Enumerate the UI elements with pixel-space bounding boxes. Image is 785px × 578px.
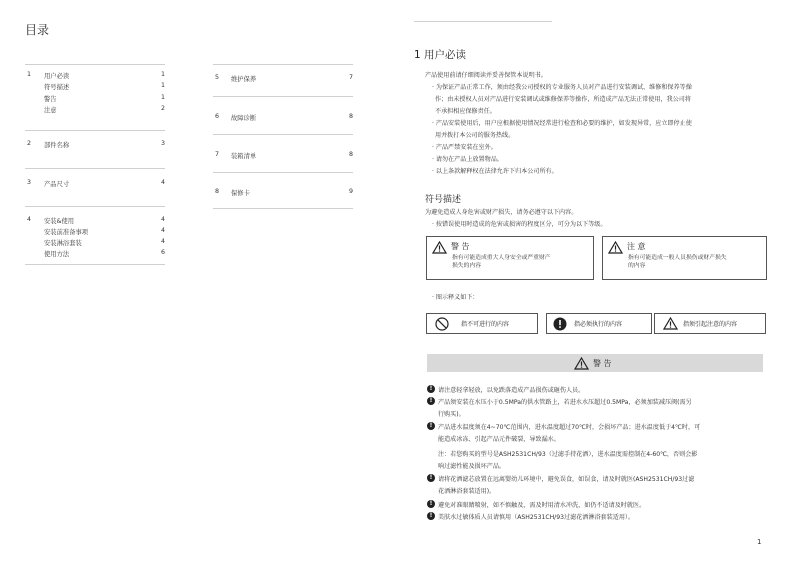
divider (213, 96, 353, 97)
divider (25, 130, 165, 131)
toc-section-number: 3 (27, 179, 32, 186)
warning-triangle-icon (608, 241, 623, 254)
warning-triangle-icon (574, 357, 589, 370)
mandatory-icon (427, 512, 435, 520)
paragraph: 作；由未授权人员对产品进行安装调试或维修保养等操作，所造成产品无法正常使用，我公司将 (435, 96, 691, 103)
toc-entry[interactable]: 安装&使用 (44, 218, 75, 225)
divider (213, 172, 353, 173)
toc-entry[interactable]: 部件名称 (44, 142, 70, 149)
toc-section-number: 8 (215, 188, 220, 195)
warning-description-line: 指有可能造成重大人身安全或严重财产 (452, 255, 551, 261)
toc-page: 7 (348, 74, 353, 81)
warning-item: 产品须安装在水压小于0.5MPa的供水管路上，若进水水压超过0.5MPa，必须加装减压阀(需另 (438, 399, 692, 406)
mandatory-icon (427, 422, 435, 430)
warning-item-line: 注：若您购买的型号是ASH2531CH/93（过滤手持花洒），进水温度需控制在4-60℃，否则会影 (438, 451, 698, 458)
legend-label: 指必须执行的内容 (574, 321, 623, 328)
divider (25, 64, 165, 65)
mandatory-icon (427, 385, 435, 393)
toc-page: 4 (160, 179, 165, 186)
toc-section-number: 4 (27, 216, 32, 223)
toc-section-number: 2 (27, 140, 32, 147)
toc-section-number: 5 (215, 74, 220, 81)
warning-item: 美肤水过敏体质人员请慎用（ASH2531CH/93过滤花洒淋浴套装适用）。 (438, 514, 635, 521)
warning-item-line: 行购买)。 (438, 411, 465, 418)
toc-entry[interactable]: 装箱清单 (231, 153, 257, 160)
caution-heading: 注 意 (627, 242, 646, 251)
paragraph: · 产品安装使用后，用户应根据使用情况经常进行检查和必要的维护，如发现异常，应立即停止使 (432, 120, 692, 127)
legend-label: 指不可进行的内容 (461, 321, 510, 328)
toc-page: 9 (348, 188, 353, 195)
paragraph: · 以上条款解释权在法律允许下归本公司所有。 (432, 168, 558, 175)
mandatory-icon (427, 474, 435, 482)
divider (213, 64, 353, 65)
toc-page: 4 (160, 216, 165, 223)
subsection-title: 符号描述 (425, 195, 462, 205)
toc-entry[interactable]: 安装前准备事项 (44, 229, 89, 236)
divider (213, 208, 353, 209)
toc-entry[interactable]: 符号描述 (44, 84, 70, 91)
paragraph: 用并拨打本公司的服务热线。 (435, 132, 515, 139)
paragraph: 为避免造成人身危害或财产损失，请务必遵守以下内容。 (425, 209, 578, 216)
toc-entry[interactable]: 故障诊断 (231, 115, 257, 122)
paragraph: · 为保证产品正常工作，须由经我公司授权的专业服务人员对产品进行安装调试、维修和保养等操 (432, 84, 692, 91)
warning-box (426, 236, 594, 280)
divider (25, 206, 165, 207)
legend-mandatory (546, 313, 652, 334)
caution-description-line: 指有可能造成一般人员损伤或财产损失 (628, 255, 727, 261)
toc-entry[interactable]: 使用方法 (44, 251, 70, 258)
warning-section-bar (427, 354, 763, 372)
legend-prohibition (426, 313, 538, 334)
divider (25, 168, 165, 169)
paragraph: · 图示释义如下： (432, 294, 479, 301)
warning-item-line: 能造成冰冻、引起产品元件破裂，导致漏水。 (438, 436, 560, 443)
warning-section-heading: 警 告 (593, 359, 612, 368)
toc-entry[interactable]: 安装淋浴套装 (44, 240, 82, 247)
warning-item: 请将花洒滤芯放置在远离婴幼儿环境中，避免误食，如误食，请及时就医(ASH2531CH/93过滤 (438, 476, 695, 483)
toc-section-number: 6 (215, 113, 220, 120)
paragraph: · 产品严禁安装在室外。 (432, 144, 497, 151)
toc-entry[interactable]: 维护保养 (231, 76, 257, 83)
toc-entry[interactable]: 产品尺寸 (44, 181, 70, 188)
warning-item: 请注意轻拿轻放，以免跌落造成产品损伤或砸伤人员。 (438, 387, 585, 394)
divider (213, 134, 353, 135)
warning-item: 避免对准眼睛喷射，如不慎触及，需及时用清水冲洗，如仍不适请及时就医。 (438, 502, 646, 509)
toc-entry[interactable]: 用户必读 (44, 73, 70, 80)
toc-page: 1 (160, 82, 165, 89)
toc-page: 4 (160, 238, 165, 245)
warning-triangle-icon (432, 241, 447, 254)
toc-page: 8 (348, 151, 353, 158)
toc-entry[interactable]: 警告 (44, 96, 57, 103)
paragraph: · 请勿在产品上放置物品。 (432, 156, 503, 163)
toc-section-number: 1 (27, 71, 32, 78)
paragraph: 产品使用前请仔细阅读并妥善保管本说明书。 (425, 72, 547, 79)
warning-description (452, 254, 551, 270)
section-title: 1 用户必读 (414, 49, 467, 61)
warning-description-line: 损失的内容 (452, 263, 481, 269)
legend-label: 指须引起注意的内容 (683, 321, 738, 328)
mandatory-icon (427, 397, 435, 405)
prohibition-icon (435, 317, 449, 331)
legend-attention (654, 313, 766, 334)
warning-item-line: 花洒淋浴套装适用)。 (438, 488, 496, 495)
toc-entry[interactable]: 注意 (44, 107, 57, 114)
page-number: 1 (757, 538, 762, 546)
warning-heading: 警 告 (451, 242, 470, 251)
toc-page: 1 (160, 71, 165, 78)
caution-box (602, 236, 767, 280)
toc-page: 4 (160, 227, 165, 234)
toc-page: 3 (160, 140, 165, 147)
toc-page: 2 (160, 105, 165, 112)
toc-title: 目录 (25, 23, 50, 37)
mandatory-icon (553, 317, 567, 331)
warning-item: 产品进水温度须在4~70℃范围内，进水温度超过70℃时，会损坏产品；进水温度低于4℃时，可 (438, 424, 701, 431)
caution-description-line: 的内容 (628, 263, 646, 269)
caution-description (628, 254, 727, 270)
warning-item-line: 响过滤性能及损坏产品。 (438, 463, 506, 470)
header-rule (414, 21, 552, 22)
toc-page: 1 (160, 94, 165, 101)
toc-page: 8 (348, 113, 353, 120)
paragraph: · 按错误使用时造成的危害或损害的程度区分，可分为以下等级。 (432, 221, 607, 228)
toc-entry[interactable]: 保修卡 (231, 190, 250, 197)
mandatory-icon (427, 500, 435, 508)
warning-triangle-icon (663, 317, 678, 330)
toc-page: 6 (160, 249, 165, 256)
toc-section-number: 7 (215, 151, 220, 158)
divider (25, 264, 165, 265)
paragraph: 不承担相应保修责任。 (435, 108, 496, 115)
